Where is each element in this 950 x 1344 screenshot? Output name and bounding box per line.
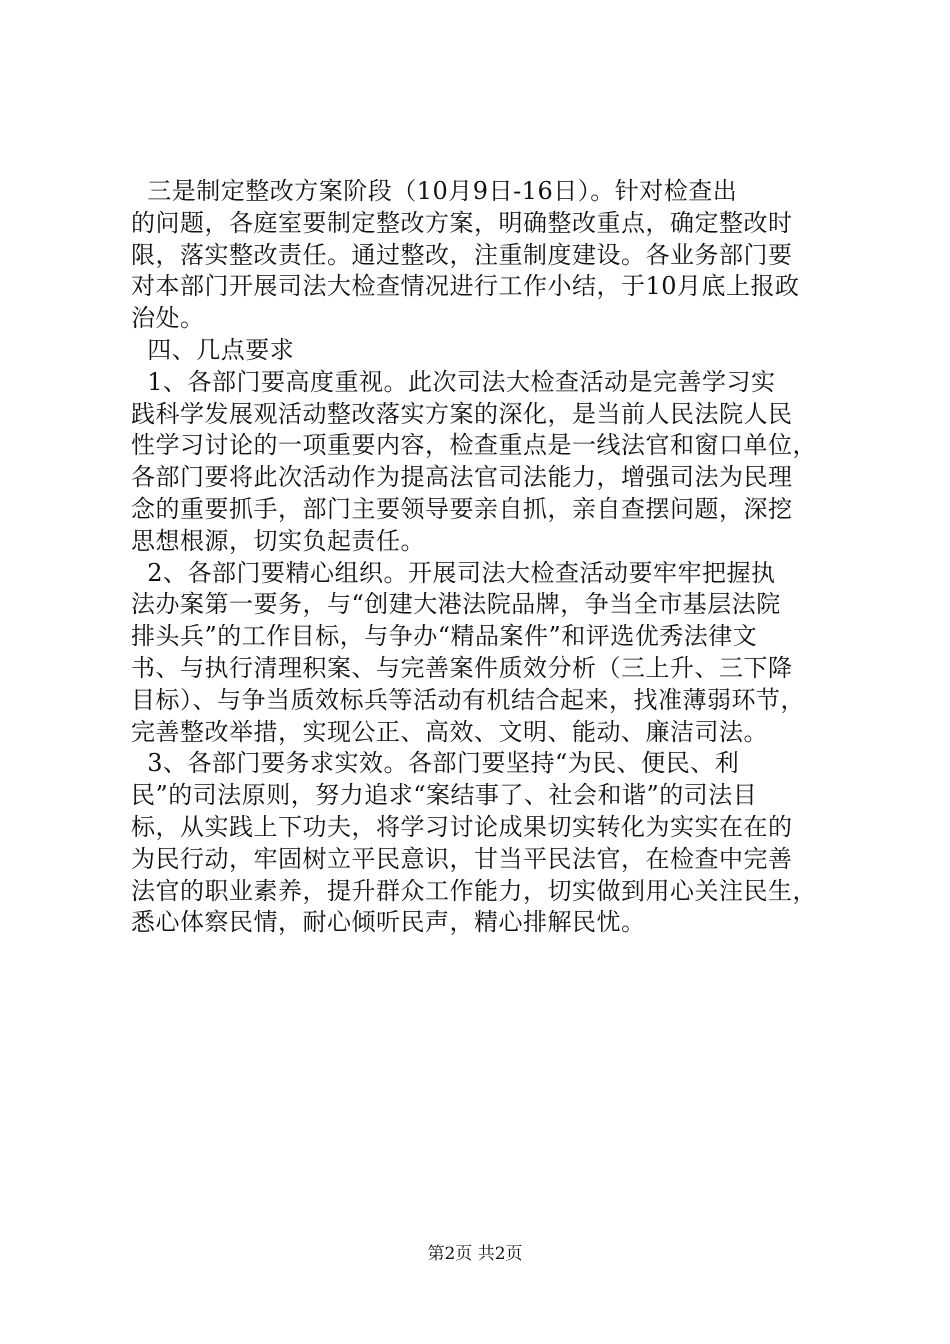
text-line: 排头兵”的工作目标，与争办“精品案件”和评选优秀法律文 (131, 622, 758, 651)
text-line: 三是制定整改方案阶段（10月9日-16日）。针对检查出 (131, 177, 738, 205)
text-line: 书、与执行清理积案、与完善案件质效分析（三上升、三下降 (131, 653, 793, 682)
text-line: 思想根源，切实负起责任。 (131, 526, 425, 555)
paragraph-requirement-2 (131, 558, 831, 749)
text-line: 民”的司法原则，努力追求“案结事了、社会和谐”的司法目 (131, 781, 758, 810)
text-line: 目标）、与争当质效标兵等活动有机结合起来，找准薄弱环节， (131, 685, 805, 714)
text-line: 各部门要将此次活动作为提高法官司法能力，增强司法为民理 (131, 463, 793, 492)
text-line: 法办案第一要务，与“创建大港法院品牌，争当全市基层法院 (131, 590, 781, 619)
paragraph-rectification-plan (131, 176, 831, 335)
section-heading-requirements (131, 335, 831, 367)
text-line: 性学习讨论的一项重要内容，检查重点是一线法官和窗口单位， (131, 431, 817, 460)
text-line: 标，从实践上下功夫，将学习讨论成果切实转化为实实在在的 (131, 812, 793, 841)
text-line: 完善整改举措，实现公正、高效、文明、能动、廉洁司法。 (131, 717, 768, 746)
text-line: 治处。 (131, 304, 205, 333)
text-line: 的问题，各庭室要制定整改方案，明确整改重点，确定整改时 (131, 208, 793, 237)
paragraph-requirement-3 (131, 748, 831, 939)
document-body (131, 176, 831, 939)
text-line: 践科学发展观活动整改落实方案的深化，是当前人民法院人民 (131, 399, 793, 428)
paragraph-requirement-1 (131, 367, 831, 558)
text-line: 念的重要抓手，部门主要领导要亲自抓，亲自查摆问题，深挖 (131, 494, 793, 523)
text-line: 限，落实整改责任。通过整改，注重制度建设。各业务部门要 (131, 240, 793, 269)
text-line: 1、各部门要高度重视。此次司法大检查活动是完善学习实 (131, 367, 776, 396)
text-line: 3、各部门要务求实效。各部门要坚持“为民、便民、利 (131, 749, 740, 778)
text-line: 2、各部门要精心组织。开展司法大检查活动要牢牢把握执 (131, 558, 776, 587)
text-line: 对本部门开展司法大检查情况进行工作小结，于10月底上报政 (131, 272, 800, 301)
section-heading: 四、几点要求 (131, 335, 295, 364)
page-number-footer: 第2页 共2页 (427, 1244, 523, 1264)
text-line: 为民行动，牢固树立平民意识，甘当平民法官，在检查中完善 (131, 844, 793, 873)
text-line: 悉心体察民情，耐心倾听民声，精心排解民忧。 (131, 908, 646, 937)
text-line: 法官的职业素养，提升群众工作能力，切实做到用心关注民生， (131, 876, 817, 905)
